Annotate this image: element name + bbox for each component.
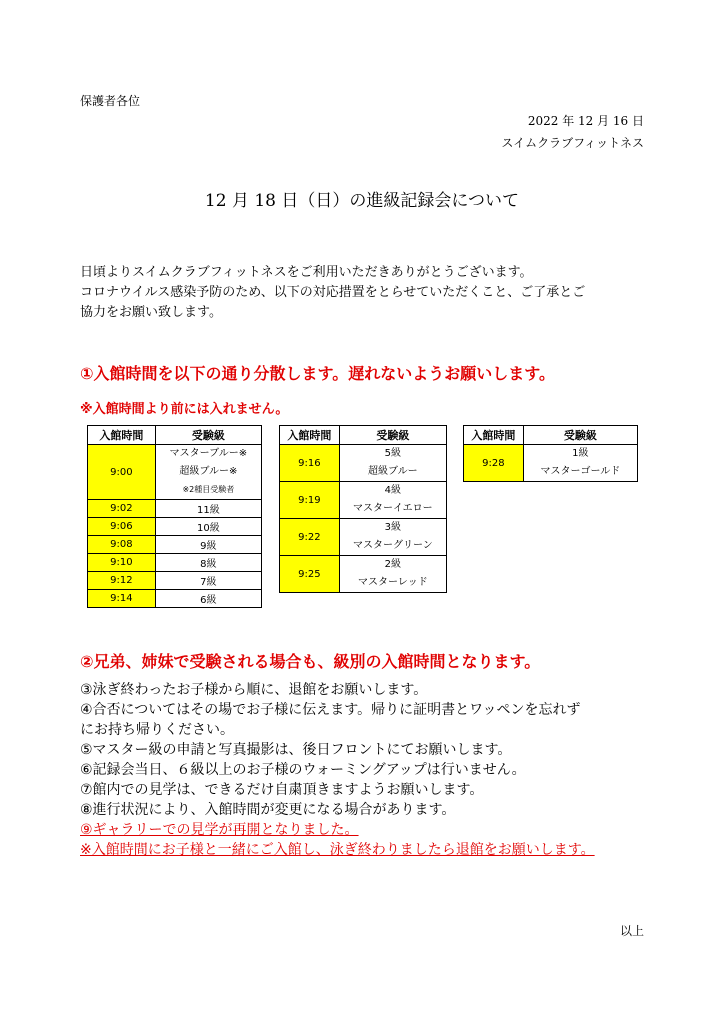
column-header-grade: 受験級 bbox=[523, 426, 637, 445]
time-cell: 9:14 bbox=[88, 590, 156, 608]
grade-line: マスターゴールド bbox=[540, 466, 621, 477]
time-cell: 9:28 bbox=[464, 445, 524, 482]
schedule-table-1 bbox=[87, 425, 262, 608]
time-cell: 9:12 bbox=[88, 572, 156, 590]
list-item: ⑦館内での見学は、できるだけ自粛頂きますようお願いします。 bbox=[80, 782, 484, 798]
grade-cell bbox=[155, 445, 261, 500]
table-row bbox=[280, 556, 447, 593]
grade-line: 3級 bbox=[384, 522, 402, 533]
table-row bbox=[88, 500, 262, 518]
section1-heading: ①入館時間を以下の通り分散します。遅れないようお願いします。 bbox=[80, 364, 555, 383]
grade-line: 超級ブルー bbox=[368, 466, 418, 477]
list-item: ③泳ぎ終わったお子様から順に、退館をお願いします。 bbox=[80, 682, 428, 698]
grade-cell bbox=[339, 519, 446, 556]
intro-line: コロナウイルス感染予防のため、以下の対応措置をとらせていただくこと、ご了承とご bbox=[80, 285, 586, 300]
table-row bbox=[88, 536, 262, 554]
table-row bbox=[280, 445, 447, 482]
grade-cell: 10級 bbox=[155, 518, 261, 536]
column-header-grade: 受験級 bbox=[339, 426, 446, 445]
grade-cell: 7級 bbox=[155, 572, 261, 590]
table-row bbox=[464, 445, 638, 482]
grade-cell bbox=[339, 482, 446, 519]
grade-line: マスターブルー※ bbox=[169, 448, 248, 459]
time-cell: 9:25 bbox=[280, 556, 340, 593]
schedule-table-2 bbox=[279, 425, 447, 593]
closing-text: 以上 bbox=[619, 924, 644, 938]
grade-line: 2級 bbox=[384, 559, 402, 570]
list-item-highlight: ⑨ギャラリーでの見学が再開となりました。 bbox=[80, 822, 359, 838]
table-row bbox=[88, 518, 262, 536]
column-header-time: 入館時間 bbox=[464, 426, 524, 445]
list-item: ⑥記録会当日、６級以上のお子様のウォーミングアップは行いません。 bbox=[80, 762, 526, 778]
column-header-time: 入館時間 bbox=[280, 426, 340, 445]
table-row bbox=[280, 482, 447, 519]
time-cell: 9:08 bbox=[88, 536, 156, 554]
time-cell: 9:22 bbox=[280, 519, 340, 556]
grade-cell: 8級 bbox=[155, 554, 261, 572]
grade-line: マスターイエロー bbox=[353, 503, 433, 514]
table-row bbox=[88, 590, 262, 608]
time-cell: 9:19 bbox=[280, 482, 340, 519]
notes-list bbox=[80, 680, 595, 860]
document-date: 2022 年 12 月 16 日 bbox=[527, 114, 644, 128]
table-row bbox=[88, 554, 262, 572]
column-header-grade: 受験級 bbox=[155, 426, 261, 445]
grade-line: マスターレッド bbox=[358, 577, 428, 588]
grade-cell bbox=[523, 445, 637, 482]
grade-cell bbox=[339, 556, 446, 593]
grade-cell: 6級 bbox=[155, 590, 261, 608]
grade-cell: 11級 bbox=[155, 500, 261, 518]
time-cell: 9:02 bbox=[88, 500, 156, 518]
section1-subnote: ※入館時間より前には入れません。 bbox=[80, 402, 289, 417]
grade-note: ※2種目受験者 bbox=[182, 485, 235, 494]
grade-cell: 9級 bbox=[155, 536, 261, 554]
time-cell: 9:06 bbox=[88, 518, 156, 536]
time-cell: 9:16 bbox=[280, 445, 340, 482]
recipient: 保護者各位 bbox=[80, 94, 141, 108]
column-header-time: 入館時間 bbox=[88, 426, 156, 445]
list-item: ⑤マスター級の申請と写真撮影は、後日フロントにてお願いします。 bbox=[80, 742, 512, 758]
list-item: にお持ち帰りください。 bbox=[80, 722, 234, 738]
table-row bbox=[88, 445, 262, 500]
table-row bbox=[280, 519, 447, 556]
grade-line: 5級 bbox=[384, 448, 402, 459]
grade-cell bbox=[339, 445, 446, 482]
time-cell: 9:00 bbox=[88, 445, 156, 500]
list-item: ④合否についてはその場でお子様に伝えます。帰りに証明書とワッペンを忘れず bbox=[80, 702, 581, 718]
schedule-table-3 bbox=[463, 425, 638, 482]
grade-line: 超級ブルー※ bbox=[179, 466, 238, 477]
time-cell: 9:10 bbox=[88, 554, 156, 572]
section2-heading: ②兄弟、姉妹で受験される場合も、級別の入館時間となります。 bbox=[80, 652, 541, 671]
grade-line: マスターグリーン bbox=[352, 540, 433, 551]
list-item: ⑧進行状況により、入館時間が変更になる場合があります。 bbox=[80, 802, 456, 818]
grade-line: 1級 bbox=[572, 448, 589, 459]
list-item-highlight: ※入館時間にお子様と一緒にご入館し、泳ぎ終わりましたら退館をお願いします。 bbox=[80, 842, 595, 858]
intro-paragraph bbox=[80, 263, 585, 323]
table-row bbox=[88, 572, 262, 590]
intro-line: 協力をお願い致します。 bbox=[80, 305, 222, 320]
grade-line: 4級 bbox=[384, 485, 402, 496]
page-title: 12 月 18 日（日）の進級記録会について bbox=[204, 191, 520, 211]
intro-line: 日頃よりスイムクラブフィットネスをご利用いただきありがとうございます。 bbox=[80, 265, 533, 280]
organization-name: スイムクラブフィットネス bbox=[501, 136, 644, 150]
